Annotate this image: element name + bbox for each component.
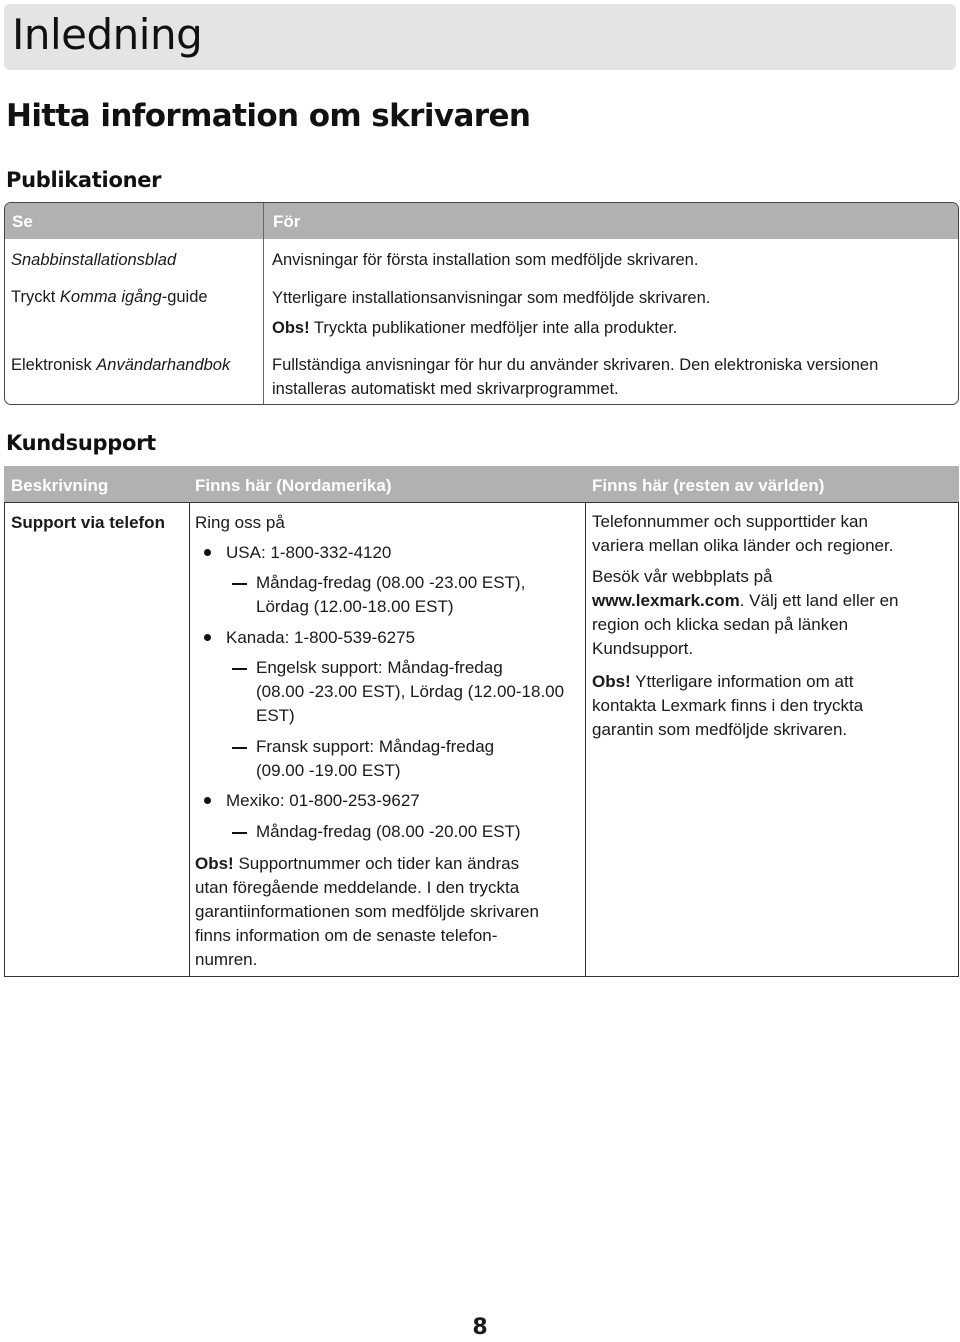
world-line-6: Kundsupport. — [592, 639, 694, 658]
chapter-header — [4, 4, 956, 70]
mexico-phone: Mexiko: 01-800-253-9627 — [226, 791, 420, 810]
publications-table — [4, 202, 959, 405]
dash-icon — [232, 832, 247, 834]
na-intro: Ring oss på — [195, 513, 285, 532]
canada-english-line-1: Engelsk support: Måndag-fredag — [256, 658, 503, 677]
support-heading: Kundsupport — [6, 431, 156, 455]
usa-hours-line-2: Lördag (12.00-18.00 EST) — [256, 597, 454, 616]
note-label: Obs! — [592, 672, 631, 691]
canada-french-line-2: (09.00 -19.00 EST) — [256, 761, 401, 780]
world-note-line-2: kontakta Lexmark finns i den tryckta — [592, 696, 864, 715]
mexico-hours: Måndag-fredag (08.00 -20.00 EST) — [256, 822, 521, 841]
row-label-phone-support: Support via telefon — [11, 513, 165, 532]
column-header-rest-of-world: Finns här (resten av världen) — [592, 476, 825, 495]
pub-row-3-for-line-1: Fullständiga anvisningar för hur du använder skrivaren. Den elektroniska versionen — [272, 356, 879, 374]
na-note-line-5: numren. — [195, 950, 258, 969]
pub-row-2-for: Ytterligare installationsanvisningar som medföljde skrivaren. — [272, 289, 711, 307]
bullet-icon — [204, 549, 211, 556]
support-table — [4, 466, 959, 976]
na-note-line-4: finns information om de senaste telefon- — [195, 926, 498, 945]
publications-table-header — [5, 203, 958, 239]
bullet-icon — [204, 634, 211, 641]
pub-title: Snabbinstallationsblad — [11, 251, 177, 269]
dash-icon — [232, 747, 247, 749]
column-header-north-america: Finns här (Nordamerika) — [195, 476, 392, 495]
pub-row-3-for-line-2: installeras automatiskt med skrivarprogrammet. — [272, 380, 619, 398]
na-note-line-1: Obs! Supportnummer och tider kan ändras — [195, 854, 520, 873]
world-note-line-1: Obs! Ytterligare information om att — [592, 672, 854, 691]
na-note-line-2: utan föregående meddelande. I den tryckta — [195, 878, 520, 897]
usa-hours-line-1: Måndag-fredag (08.00 -23.00 EST), — [256, 573, 526, 592]
canada-english-line-2: (08.00 -23.00 EST), Lördag (12.00-18.00 — [256, 682, 565, 701]
column-header-description: Beskrivning — [11, 476, 109, 495]
column-header-for: För — [273, 212, 301, 231]
lexmark-url[interactable]: www.lexmark.com — [592, 591, 740, 610]
column-divider — [189, 503, 190, 976]
column-divider — [585, 503, 586, 976]
dash-icon — [232, 583, 247, 585]
publications-heading: Publikationer — [6, 168, 162, 192]
world-line-2: variera mellan olika länder och regioner. — [592, 536, 894, 555]
world-line-3: Besök vår webbplats på — [592, 567, 773, 586]
pub-row-2-see: Tryckt Komma igång-guide — [11, 288, 208, 306]
pub-title: Komma igång — [59, 288, 162, 306]
canada-phone: Kanada: 1-800-539-6275 — [226, 628, 416, 647]
pub-row-1-see — [11, 248, 176, 272]
usa-phone: USA: 1-800-332-4120 — [226, 543, 392, 562]
chapter-title: Inledning — [12, 10, 203, 59]
pub-row-3-see: Elektronisk Användarhandbok — [11, 356, 231, 374]
bullet-icon — [204, 797, 211, 804]
note-label: Obs! — [195, 854, 234, 873]
dash-icon — [232, 668, 247, 670]
world-line-4: www.lexmark.com. Välj ett land eller en — [592, 591, 899, 610]
note-label: Obs! — [272, 319, 310, 337]
page-number: 8 — [472, 1315, 488, 1340]
support-table-body — [4, 502, 959, 977]
world-line-5: region och klicka sedan på länken — [592, 615, 849, 634]
support-table-header — [4, 466, 959, 502]
na-note-line-3: garantiinformationen som medföljde skrivaren — [195, 902, 539, 921]
pub-row-2-note: Obs! Tryckta publikationer medföljer inte alla produkter. — [272, 319, 678, 337]
pub-title: Användarhandbok — [96, 356, 231, 374]
canada-english-line-3: EST) — [256, 706, 295, 725]
canada-french-line-1: Fransk support: Måndag-fredag — [256, 737, 495, 756]
world-line-1: Telefonnummer och supporttider kan — [592, 512, 868, 531]
column-header-see: Se — [12, 212, 33, 231]
pub-row-1-for: Anvisningar för första installation som medföljde skrivaren. — [272, 251, 699, 269]
section-title: Hitta information om skrivaren — [6, 98, 531, 134]
world-note-line-3: garantin som medföljde skrivaren. — [592, 720, 848, 739]
column-divider — [263, 203, 264, 404]
